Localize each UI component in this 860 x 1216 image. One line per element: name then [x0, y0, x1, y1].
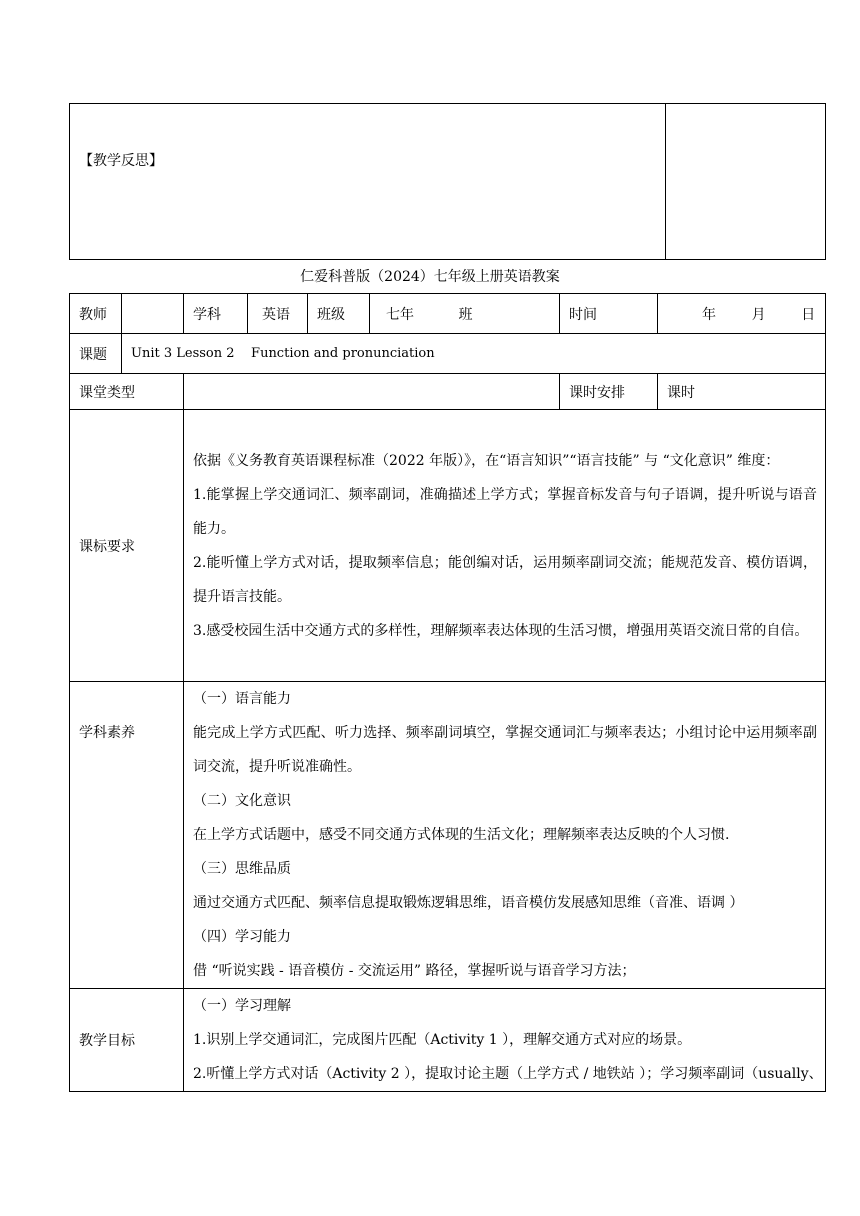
literacy-text: 在上学方式话题中，感受不同交通方式体现的生活文化；理解频率表达反映的个人习惯.: [193, 827, 730, 843]
literacy-text: 能完成上学方式匹配、听力选择、频率副词填空，掌握交通词汇与频率表达；小组讨论中运用频率副词交流，提升听说准确性。: [193, 725, 817, 775]
standards-item: 3.感受校园生活中交通方式的多样性，理解频率表达体现的生活习惯，增强用英语交流日常的自信。: [193, 622, 809, 639]
header-row: [70, 294, 826, 334]
lesson-plan-table: [69, 293, 826, 1092]
lesson-type-value: [184, 374, 560, 410]
reflection-table: [69, 103, 826, 260]
standards-item: 2.能听懂上学方式对话，提取频率信息；能创编对话，运用频率副词交流；能规范发音、模仿语调，提升语言技能。: [193, 554, 817, 605]
teacher-value: [122, 294, 184, 334]
lesson-type-label: 课堂类型: [70, 374, 184, 410]
lesson-type-row: [70, 374, 826, 410]
time-label: 时间: [560, 294, 658, 334]
class-label: 班级: [308, 294, 370, 334]
objectives-content: [184, 989, 826, 1092]
standards-label: 课标要求: [70, 410, 184, 682]
literacy-heading: （三）思维品质: [193, 861, 291, 877]
subject-label: 学科: [184, 294, 248, 334]
reflection-label: 【教学反思】: [79, 153, 163, 169]
time-value: 年 月 日: [658, 294, 826, 334]
literacy-row: [70, 682, 826, 989]
literacy-content: [184, 682, 826, 989]
standards-item: 1.能掌握上学交通词汇、频率副词，准确描述上学方式；掌握音标发音与句子语调，提升听说与语音能力。: [193, 486, 817, 537]
literacy-heading: （二）文化意识: [193, 793, 291, 809]
standards-content: [184, 410, 826, 682]
literacy-text: 通过交通方式匹配、频率信息提取锻炼逻辑思维，语音模仿发展感知思维（音准、语调 ）: [193, 895, 744, 911]
standards-intro: 依据《义务教育英语课程标准（2022 年版）》，在“语言知识”“语言技能” 与 “文化意识” 维度：: [193, 452, 780, 469]
literacy-text: 借 “听说实践 - 语音模仿 - 交流运用” 路径，掌握听说与语音学习方法；: [193, 963, 636, 979]
period-label: 课时: [658, 374, 826, 410]
teacher-label: 教师: [70, 294, 122, 334]
objectives-label: 教学目标: [70, 989, 184, 1092]
topic-label: 课题: [70, 334, 122, 374]
subject-value: 英语: [248, 294, 308, 334]
class-value: 七年 班: [370, 294, 560, 334]
objectives-row: [70, 989, 826, 1092]
objectives-text: 1.识别上学交通词汇，完成图片匹配（Activity 1 ），理解交通方式对应的场景。: [193, 1032, 692, 1048]
literacy-heading: （四）学习能力: [193, 929, 291, 945]
literacy-label: 学科素养: [70, 682, 184, 989]
standards-row: [70, 410, 826, 682]
schedule-label: 课时安排: [560, 374, 658, 410]
reflection-side-cell: [666, 104, 826, 260]
topic-value: Unit 3 Lesson 2 Function and pronunciation: [122, 334, 826, 374]
literacy-heading: （一）语言能力: [193, 691, 291, 707]
document-title: 仁爱科普版（2024）七年级上册英语教案: [300, 269, 560, 285]
objectives-heading: （一）学习理解: [193, 998, 291, 1014]
topic-row: [70, 334, 826, 374]
objectives-text: 2.听懂上学方式对话（Activity 2 ），提取讨论主题（上学方式 / 地铁站 ）；学习频率副词（usually、: [193, 1066, 823, 1082]
reflection-cell: [70, 104, 666, 260]
